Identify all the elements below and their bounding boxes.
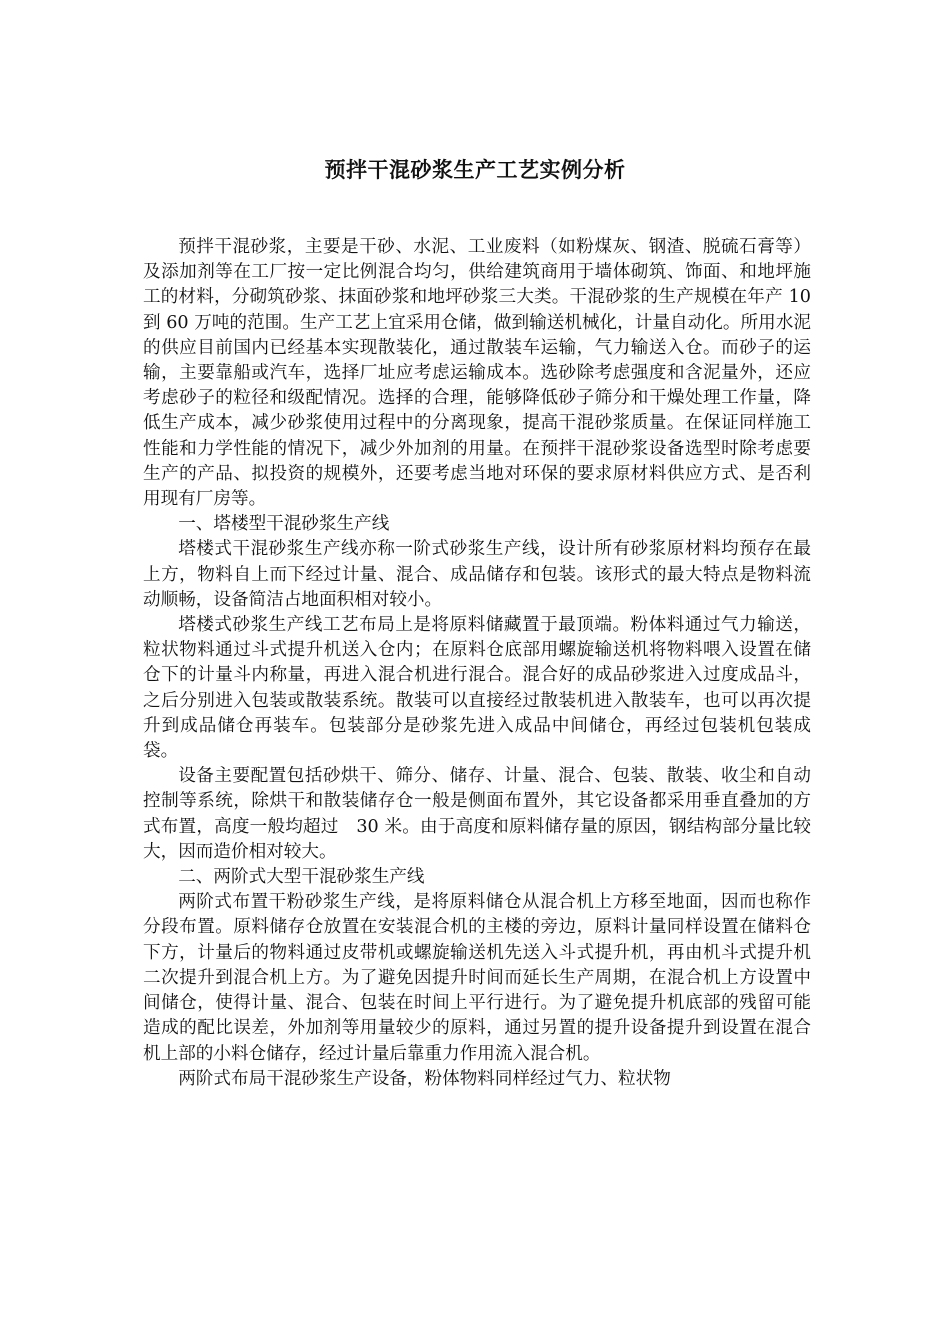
paragraph-intro: 预拌干混砂浆，主要是干砂、水泥、工业废料（如粉煤灰、钢渣、脱硫石膏等）及添加剂等在工厂按一定比例混合均匀，供给建筑商用于墙体砌筑、饰面、和地坪施工的材料，分砌筑砂浆、抹面砂浆和地坪砂浆三大类。干混砂浆的生产规模在年产 10 到 60 万吨的范围。生产工艺上宜采用仓储，做到输送机械化，计量自动化。所用水泥的供应目前国内已经基本实现散装化，通过散装车运输，气力输送入仓。而砂子的运输，主要靠船或汽车，选择厂址应考虑运输成本。选砂除考虑强度和含泥量外，还应考虑砂子的粒径和级配情况。选择的合理，能够降低砂子筛分和干燥处理工作量，降低生产成本，减少砂浆使用过程中的分离现象，提高干混砂浆质量。在保证同样施工性能和力学性能的情况下，减少外加剂的用量。在预拌干混砂浆设备选型时除考虑要生产的产品、拟投资的规模外，还要考虑当地对环保的要求原材料供应方式、是否利用现有厂房等。 xyxy=(143,237,811,510)
document-body xyxy=(143,235,811,1092)
section-heading-two-stage: 二、两阶式大型干混砂浆生产线 xyxy=(178,867,425,888)
document-title: 预拌干混砂浆生产工艺实例分析 xyxy=(324,158,626,182)
section-heading-tower: 一、塔楼型干混砂浆生产线 xyxy=(178,514,390,535)
paragraph-two-stage-layout: 两阶式布局干混砂浆生产设备，粉体物料同样经过气力、粒状物 xyxy=(178,1068,671,1089)
paragraph-tower-layout: 塔楼式砂浆生产线工艺布局上是将原料储藏置于最顶端。粉体料通过气力输送，粒状物料通过斗式提升机送入仓内；在原料仓底部用螺旋输送机将物料喂入设置在储仓下的计量斗内称量，再进入混合机进行混合。混合好的成品砂浆进入过度成品斗，之后分别进入包装或散装系统。散装可以直接经过散装机进入散装车，也可以再次提升到成品储仓再装车。包装部分是砂浆先进入成品中间储仓，再经过包装机包装成袋。 xyxy=(143,615,811,762)
paragraph-tower-equipment: 设备主要配置包括砂烘干、筛分、储存、计量、混合、包装、散装、收尘和自动控制等系统，除烘干和散装储存仓一般是侧面布置外，其它设备都采用垂直叠加的方式布置，高度一般均超过 30 米。由于高度和原料储存量的原因，钢结构部分量比较大，因而造价相对较大。 xyxy=(143,766,811,862)
paragraph-tower-overview: 塔楼式干混砂浆生产线亦称一阶式砂浆生产线，设计所有砂浆原材料均预存在最上方，物料自上而下经过计量、混合、成品储存和包装。该形式的最大特点是物料流动顺畅，设备简洁占地面积相对较小。 xyxy=(143,539,811,610)
paragraph-two-stage-overview: 两阶式布置干粉砂浆生产线，是将原料储仓从混合机上方移至地面，因而也称作分段布置。原料储存仓放置在安装混合机的主楼的旁边，原料计量同样设置在储料仓下方，计量后的物料通过皮带机或螺旋输送机先送入斗式提升机，再由机斗式提升机二次提升到混合机上方。为了避免因提升时间而延长生产周期，在混合机上方设置中间储仓，使得计量、混合、包装在时间上平行进行。为了避免提升机底部的残留可能造成的配比误差，外加剂等用量较少的原料，通过另置的提升设备提升到设置在混合机上部的小料仓储存，经过计量后靠重力作用流入混合机。 xyxy=(143,892,811,1064)
